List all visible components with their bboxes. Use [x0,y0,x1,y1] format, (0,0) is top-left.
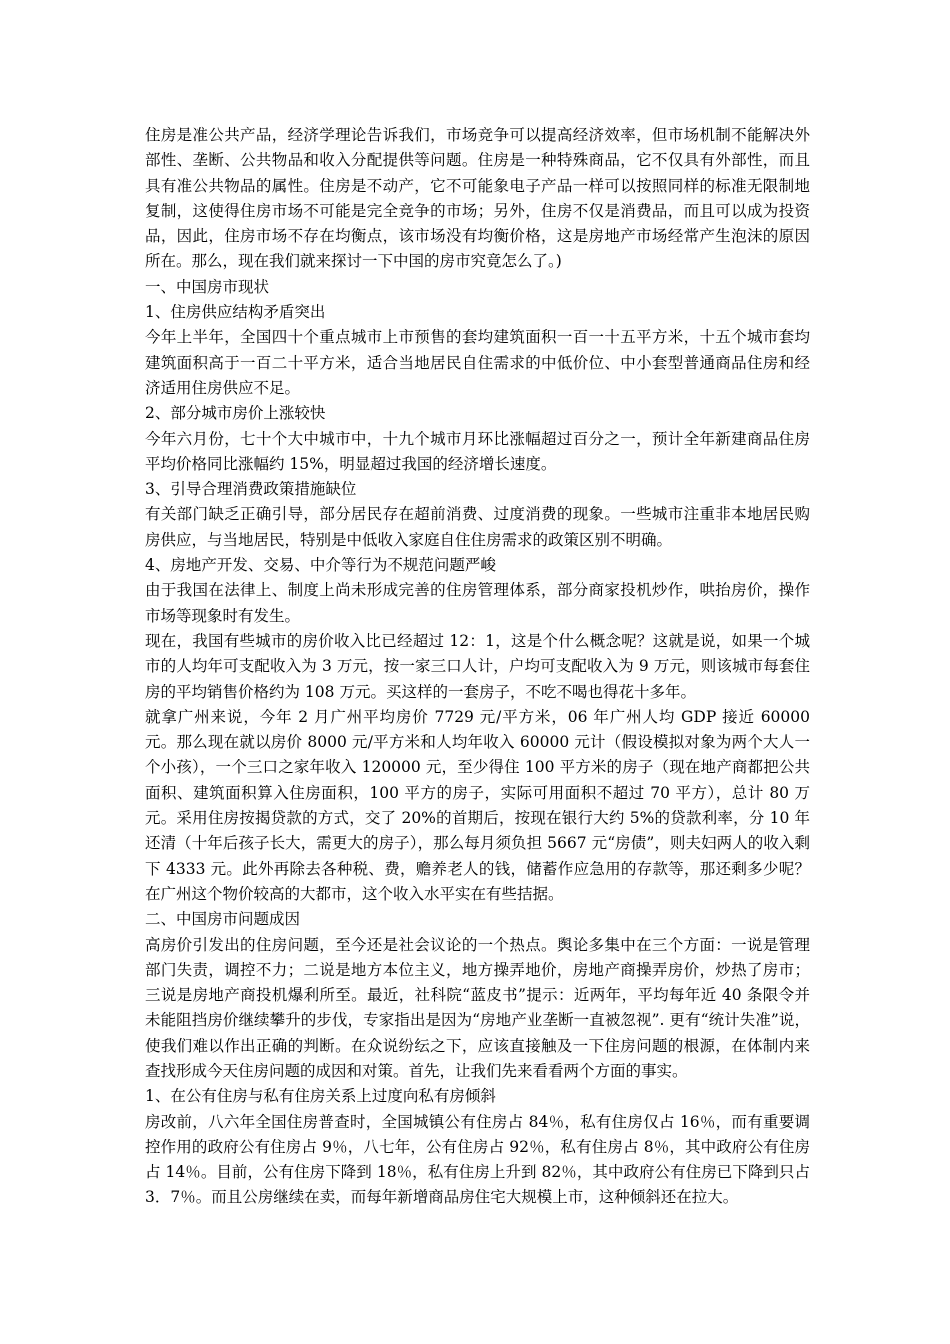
paragraph-consumption-policy: 有关部门缺乏正确引导，部分居民存在超前消费、过度消费的现象。一些城市注重非本地居民购房供应，与当地居民，特别是中低收入家庭自住住房需求的政策区别不明确。 [145,505,810,549]
paragraph-supply-structure: 今年上半年，全国四十个重点城市上市预售的套均建筑面积一百一十五平方米，十五个城市套均建筑面积高于一百二十平方米，适合当地居民自住需求的中低价位、中小套型普通商品住房和经济适用住房供应不足。 [145,328,810,397]
paragraph-intro: 住房是准公共产品，经济学理论告诉我们，市场竞争可以提高经济效率，但市场机制不能解决外部性、垄断、公共物品和收入分配提供等问题。住房是一种特殊商品，它不仅具有外部性，而且具有准公共物品的属性。住房是不动产，它不可能象电子产品一样可以按照同样的标准无限制地复制，这使得住房市场不可能是完全竞争的市场；另外，住房不仅是消费品，而且可以成为投资品，因此，住房市场不存在均衡点，该市场没有均衡价格，这是房地产市场经常产生泡沫的原因所在。那么，现在我们就来探讨一下中国的房市究竟怎么了。) [145,126,810,271]
subheading-irregular-behavior: 4、房地产开发、交易、中介等行为不规范问题严峻 [145,556,496,575]
paragraph-causes: 高房价引发出的住房问题，至今还是社会议论的一个热点。舆论多集中在三个方面：一说是管理部门失责，调控不力；二说是地方本位主义，地方操弄地价，房地产商操弄房价，炒热了房市；三说是房地产商投机爆利所至。最近，社科院“蓝皮书”提示：近两年，平均每年近 40 条限令并未能阻挡房价继续攀升的步伐，专家指出是因为“房地产业垄断一直被忽视”. 更有“统计失准”说，使我们难以作出正确的判断。在众说纷纭之下，应该直接触及一下住房问题的根源，在体制内来查找形成今天住房问题的成因和对策。首先，让我们先来看看两个方面的事实。 [145,935,810,1080]
subheading-supply-structure: 1、住房供应结构矛盾突出 [145,303,326,322]
section-heading-current-situation: 一、中国房市现状 [145,277,270,296]
paragraph-guangzhou-example: 就拿广州来说，今年 2 月广州平均房价 7729 元/平方米，06 年广州人均 GDP 接近 60000 元。那么现在就以房价 8000 元/平方米和人均年收入 60000 元计（假设模拟对象为两个大人一个小孩），一个三口之家年收入 120000 元，至少得住 100 平方米的房子（现在地产商都把公共面积、建筑面积算入住房面积，100 平方的房子，实际可用面积不超过 70 平方），总计 80 万元。采用住房按揭贷款的方式，交了 20%的首期后，按现在银行大约 5%的贷款利率，分 10 年还清（十年后孩子长大，需更大的房子），那么每月须负担 5667 元“房债”，则夫妇两人的收入剩下 4333 元。此外再除去各种税、费，赡养老人的钱，储蓄作应急用的存款等，那还剩多少呢？在广州这个物价较高的大都市，这个收入水平实在有些拮据。 [145,707,810,903]
subheading-public-private-housing: 1、在公有住房与私有住房关系上过度向私有房倾斜 [145,1087,496,1106]
subheading-price-rise: 2、部分城市房价上涨较快 [145,404,326,423]
paragraph-price-income-ratio: 现在，我国有些城市的房价收入比已经超过 12：1，这是个什么概念呢？这就是说，如果一个城市的人均年可支配收入为 3 万元，按一家三口人计，户均可支配收入为 9 万元，则该城市每套住房的平均销售价格约为 108 万元。买这样的一套房子，不吃不喝也得花十多年。 [145,631,810,701]
section-heading-causes: 二、中国房市问题成因 [145,910,301,929]
paragraph-public-private-housing: 房改前，八六年全国住房普查时，全国城镇公有住房占 84％，私有住房仅占 16％，而有重要调控作用的政府公有住房占 9％，八七年，公有住房占 92％，私有住房占 8％，其中政府公有住房占 14％。目前，公有住房下降到 18％，私有住房上升到 82％，其中政府公有住房已下降到只占 3．7％。而且公房继续在卖，而每年新增商品房住宅大规模上市，这种倾斜还在拉大。 [145,1112,810,1207]
paragraph-price-rise: 今年六月份，七十个大中城市中，十九个城市月环比涨幅超过百分之一，预计全年新建商品住房平均价格同比涨幅约 15%，明显超过我国的经济增长速度。 [145,429,810,473]
paragraph-irregular-behavior: 由于我国在法律上、制度上尚未形成完善的住房管理体系，部分商家投机炒作，哄抬房价，操作市场等现象时有发生。 [145,581,810,625]
document-body [145,123,810,1211]
subheading-consumption-policy: 3、引导合理消费政策措施缺位 [145,480,357,499]
